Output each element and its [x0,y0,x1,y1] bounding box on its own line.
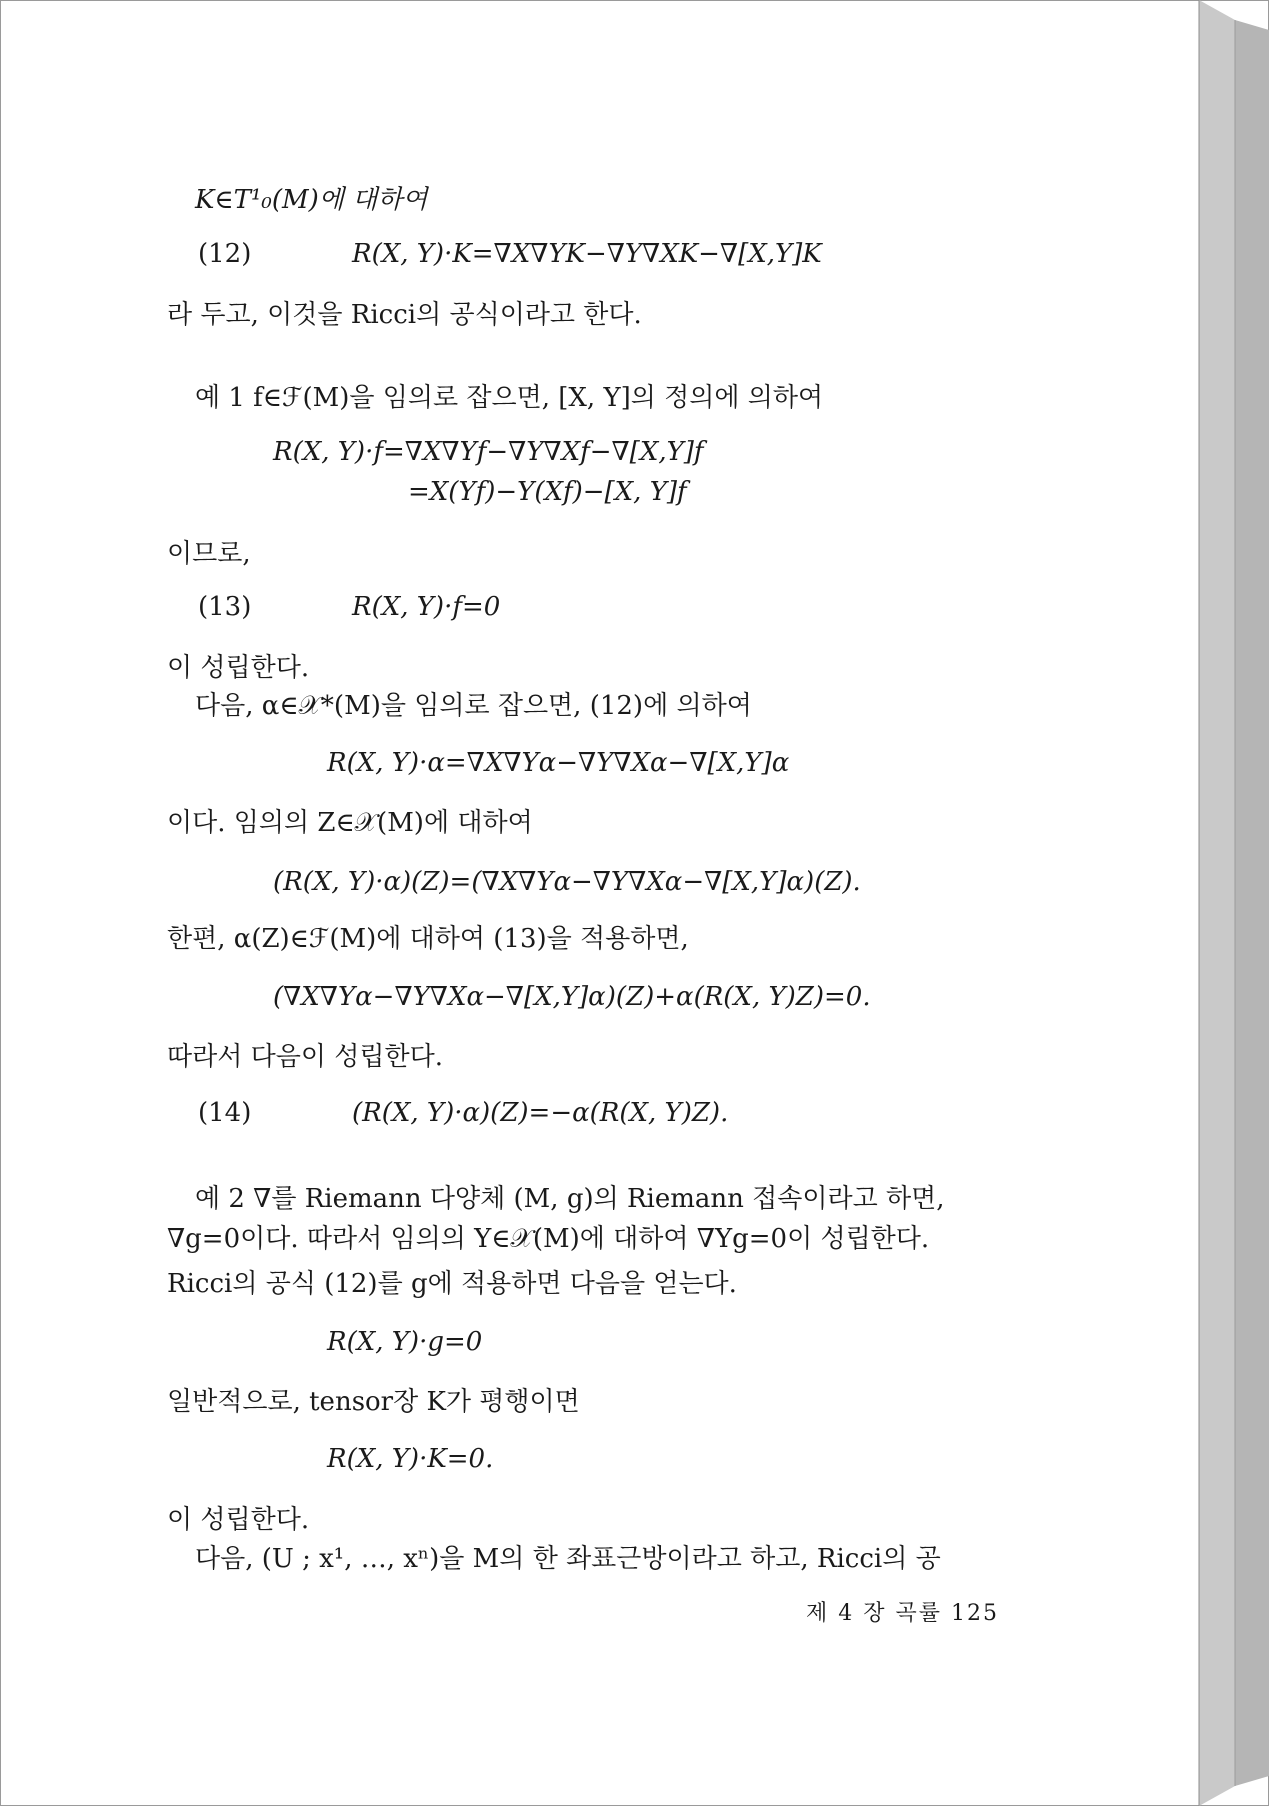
equation-applied-13: (∇X∇Yα−∇Y∇Xα−∇[X,Y]α)(Z)+α(R(X, Y)Z)=0. [273,982,871,1012]
text-line-25: 다음, (U ; x¹, …, xⁿ)을 M의 한 좌표근방이라고 하고, Ricci의 공 [195,1544,941,1574]
equation-k: R(X, Y)·K=0. [327,1444,494,1474]
text-line-9: 이 성립한다. [167,653,310,683]
equation-g: R(X, Y)·g=0 [327,1327,483,1357]
text-line-16: 따라서 다음이 성립한다. [167,1042,443,1072]
text-line-12: 이다. 임의의 Z∈𝒳(M)에 대하여 [167,808,533,838]
equation-alpha: R(X, Y)·α=∇X∇Yα−∇Y∇Xα−∇[X,Y]α [327,748,790,778]
text-line-7: 이므로, [167,539,251,569]
equation-alpha-z: (R(X, Y)·α)(Z)=(∇X∇Yα−∇Y∇Xα−∇[X,Y]α)(Z). [273,867,861,897]
text-line-24: 이 성립한다. [167,1505,310,1535]
page-footer: 제 4 장 곡률 125 [806,1601,999,1626]
equation-14: (R(X, Y)·α)(Z)=−α(R(X, Y)Z). [352,1098,729,1128]
text-line-20: Ricci의 공식 (12)를 g에 적용하면 다음을 얻는다. [167,1269,737,1299]
equation-example-1-a: R(X, Y)·f=∇X∇Yf−∇Y∇Xf−∇[X,Y]f [273,437,704,467]
example-2-heading: 예 2 ∇를 Riemann 다양체 (M, g)의 Riemann 접속이라고 하면, [195,1184,945,1214]
text-line-22: 일반적으로, tensor장 K가 평행이면 [167,1387,580,1417]
equation-example-1-b: =X(Yf)−Y(Xf)−[X, Y]f [408,477,687,507]
equation-number-13: (13) [198,592,252,622]
equation-number-12: (12) [198,239,252,269]
text-line-10: 다음, α∈𝒳*(M)을 임의로 잡으면, (12)에 의하여 [195,691,752,721]
equation-13: R(X, Y)·f=0 [352,592,501,622]
example-1-heading: 예 1 f∈ℱ(M)을 임의로 잡으면, [X, Y]의 정의에 의하여 [195,383,824,413]
equation-number-14: (14) [198,1098,252,1128]
text-line-3: 라 두고, 이것을 Ricci의 공식이라고 한다. [167,300,642,330]
text-line-1: K∈T¹₀(M)에 대하여 [195,185,428,215]
text-line-19: ∇g=0이다. 따라서 임의의 Y∈𝒳(M)에 대하여 ∇Yg=0이 성립한다. [167,1224,930,1254]
text-line-14: 한편, α(Z)∈ℱ(M)에 대하여 (13)을 적용하면, [167,924,689,954]
equation-12: R(X, Y)·K=∇X∇YK−∇Y∇XK−∇[X,Y]K [352,239,822,269]
